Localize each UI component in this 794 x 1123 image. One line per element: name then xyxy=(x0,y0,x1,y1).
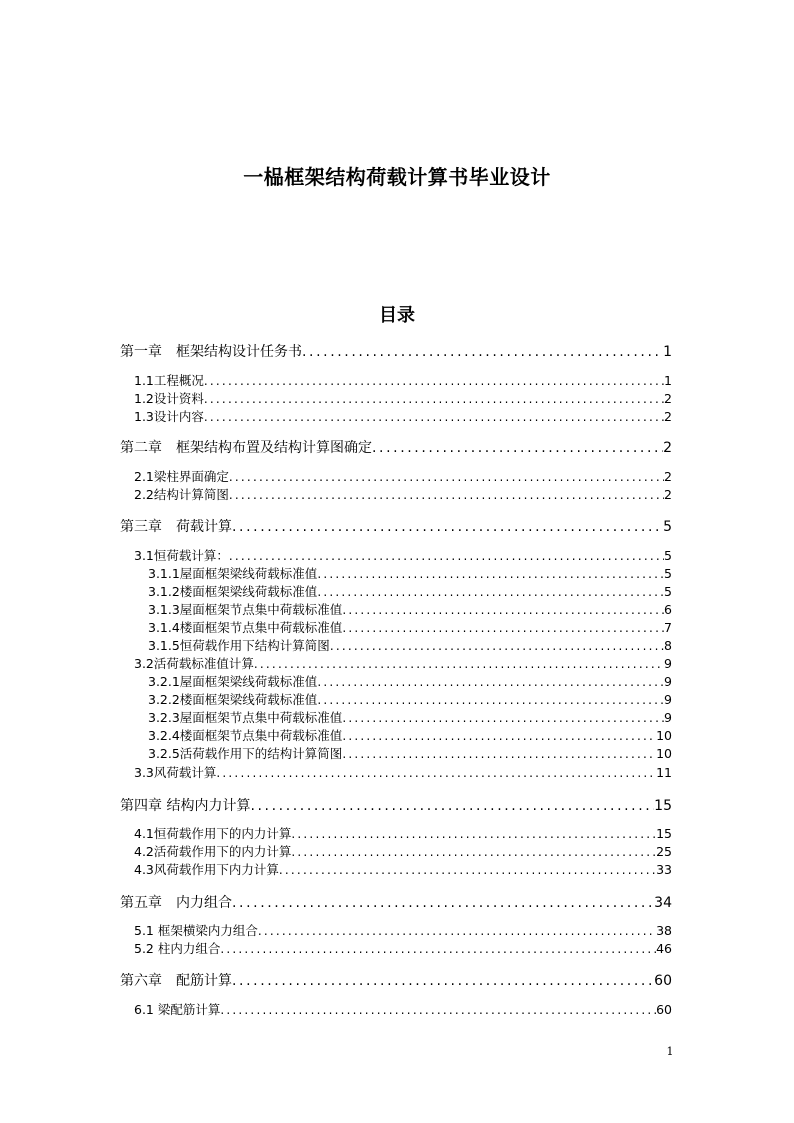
document-title: 一榀框架结构荷载计算书毕业设计 xyxy=(243,165,551,189)
toc-entry-chapter-4[interactable] xyxy=(120,795,672,815)
toc-entry-section-1-2[interactable] xyxy=(120,389,672,407)
toc-entry-page: 5 xyxy=(664,548,672,563)
toc-entry-label: 第六章 配筋计算 xyxy=(120,973,232,989)
toc-entry-label: 6.1 梁配筋计算 xyxy=(134,1002,221,1017)
toc-entry-page: 2 xyxy=(664,409,672,424)
toc-entry-label: 3.1.4楼面框架节点集中荷载标准值 xyxy=(148,620,343,635)
toc-entry-label: 3.2.3屋面框架节点集中荷载标准值 xyxy=(148,710,343,725)
toc-leader-dots xyxy=(220,942,656,956)
toc-leader-dots xyxy=(372,440,663,456)
toc-entry-page: 2 xyxy=(664,469,672,484)
toc-entry-page: 5 xyxy=(664,584,672,599)
toc-leader-dots xyxy=(291,845,656,859)
toc-leader-dots xyxy=(342,711,664,725)
toc-leader-dots xyxy=(204,392,664,406)
toc-entry-page: 60 xyxy=(656,1002,672,1017)
toc-leader-dots xyxy=(342,621,664,635)
toc-entry-label: 第一章 框架结构设计任务书 xyxy=(120,344,302,360)
toc-leader-dots xyxy=(342,747,656,761)
toc-entry-label: 3.2.2楼面框架梁线荷载标准值 xyxy=(148,692,318,707)
toc-leader-dots xyxy=(342,603,664,617)
toc-entry-page: 33 xyxy=(656,862,672,877)
toc-entry-section-3-2-5[interactable] xyxy=(120,744,672,762)
toc-entry-chapter-5[interactable] xyxy=(120,892,672,912)
toc-entry-label: 2.2结构计算简图 xyxy=(134,487,229,502)
toc-entry-page: 10 xyxy=(656,746,672,761)
toc-entry-page: 9 xyxy=(664,674,672,689)
toc-entry-section-3-1-3[interactable] xyxy=(120,600,672,618)
toc-entry-page: 1 xyxy=(664,373,672,388)
toc-entry-section-5-1[interactable] xyxy=(120,921,672,939)
toc-entry-section-4-3[interactable] xyxy=(120,860,672,878)
toc-entry-section-3-2-2[interactable] xyxy=(120,690,672,708)
toc-entry-label: 5.2 柱内力组合 xyxy=(134,941,221,956)
toc-leader-dots xyxy=(342,729,656,743)
toc-entry-page: 9 xyxy=(664,710,672,725)
toc-entry-section-3-1-2[interactable] xyxy=(120,582,672,600)
toc-entry-section-3-1[interactable] xyxy=(120,546,672,564)
toc-entry-section-2-2[interactable] xyxy=(120,485,672,503)
toc-leader-dots xyxy=(317,585,664,599)
toc-entry-section-3-2-3[interactable] xyxy=(120,708,672,726)
toc-leader-dots xyxy=(232,895,654,911)
toc-leader-dots xyxy=(317,675,664,689)
toc-entry-label: 3.1.2楼面框架梁线荷载标准值 xyxy=(148,584,318,599)
toc-leader-dots xyxy=(229,488,664,502)
toc-entry-section-5-2[interactable] xyxy=(120,939,672,957)
toc-leader-dots xyxy=(317,567,664,581)
toc-entry-label: 4.3风荷载作用下内力计算 xyxy=(134,862,279,877)
toc-entry-label: 3.2.4楼面框架节点集中荷载标准值 xyxy=(148,728,343,743)
toc-entry-page: 8 xyxy=(664,638,672,653)
toc-entry-page: 10 xyxy=(656,728,672,743)
toc-entry-page: 2 xyxy=(664,487,672,502)
toc-entry-page: 15 xyxy=(654,798,672,814)
toc-entry-section-3-3[interactable] xyxy=(120,763,672,781)
toc-leader-dots xyxy=(250,798,654,814)
toc-entry-section-6-1[interactable] xyxy=(120,1000,672,1018)
toc-entry-label: 3.2活荷载标准值计算 xyxy=(134,656,254,671)
toc-entry-chapter-6[interactable] xyxy=(120,970,672,990)
toc-entry-page: 15 xyxy=(656,826,672,841)
toc-entry-page: 7 xyxy=(664,620,672,635)
toc-leader-dots xyxy=(204,374,664,388)
toc-entry-label: 3.3风荷载计算 xyxy=(134,765,217,780)
toc-leader-dots xyxy=(204,410,664,424)
toc-entry-page: 9 xyxy=(664,656,672,671)
toc-leader-dots xyxy=(330,639,664,653)
toc-entry-label: 第五章 内力组合 xyxy=(120,895,232,911)
toc-entry-chapter-3[interactable] xyxy=(120,516,672,536)
toc-entry-label: 第四章 结构内力计算 xyxy=(120,798,251,814)
toc-entry-label: 5.1 框架横梁内力组合 xyxy=(134,923,258,938)
toc-entry-label: 3.1恒荷载计算： xyxy=(134,548,229,563)
toc-leader-dots xyxy=(229,470,664,484)
toc-entry-section-1-1[interactable] xyxy=(120,371,672,389)
toc-entry-section-3-2-1[interactable] xyxy=(120,672,672,690)
toc-entry-page: 6 xyxy=(664,602,672,617)
toc-entry-section-3-1-4[interactable] xyxy=(120,618,672,636)
toc-entry-label: 3.1.5恒荷载作用下结构计算简图 xyxy=(148,638,330,653)
toc-leader-dots xyxy=(317,693,664,707)
toc-entry-label: 3.1.3屋面框架节点集中荷载标准值 xyxy=(148,602,343,617)
toc-entry-label: 第三章 荷载计算 xyxy=(120,519,232,535)
toc-entry-page: 2 xyxy=(664,391,672,406)
toc-entry-page: 38 xyxy=(656,923,672,938)
toc-entry-section-3-1-1[interactable] xyxy=(120,564,672,582)
toc-entry-page: 46 xyxy=(656,941,672,956)
toc-entry-chapter-2[interactable] xyxy=(120,437,672,457)
toc-entry-chapter-1[interactable] xyxy=(120,341,672,361)
toc-entry-page: 2 xyxy=(663,440,672,456)
toc-entry-section-3-2-4[interactable] xyxy=(120,726,672,744)
toc-leader-dots xyxy=(291,827,656,841)
toc-entry-page: 60 xyxy=(654,973,672,989)
toc-entry-section-3-1-5[interactable] xyxy=(120,636,672,654)
toc-leader-dots xyxy=(258,924,656,938)
toc-entry-label: 3.1.1屋面框架梁线荷载标准值 xyxy=(148,566,318,581)
toc-entry-page: 1 xyxy=(663,344,672,360)
toc-entry-page: 9 xyxy=(664,692,672,707)
toc-entry-section-3-2[interactable] xyxy=(120,654,672,672)
toc-entry-label: 第二章 框架结构布置及结构计算图确定 xyxy=(120,440,372,456)
toc-leader-dots xyxy=(254,657,664,671)
toc-entry-page: 25 xyxy=(656,844,672,859)
toc-leader-dots xyxy=(216,766,656,780)
toc-leader-dots xyxy=(279,863,656,877)
toc-entry-label: 4.2活荷载作用下的内力计算 xyxy=(134,844,292,859)
toc-entry-page: 34 xyxy=(654,895,672,911)
toc-entry-page: 5 xyxy=(664,566,672,581)
toc-entry-label: 4.1恒荷载作用下的内力计算 xyxy=(134,826,292,841)
toc-entry-section-1-3[interactable] xyxy=(120,407,672,425)
toc-entry-section-2-1[interactable] xyxy=(120,467,672,485)
toc-entry-label: 1.2设计资料 xyxy=(134,391,204,406)
toc-entry-label: 3.2.5活荷载作用下的结构计算简图 xyxy=(148,746,343,761)
toc-heading: 目录 xyxy=(379,305,415,326)
toc-entry-page: 5 xyxy=(663,519,672,535)
toc-leader-dots xyxy=(232,519,663,535)
toc-entry-label: 1.1工程概况 xyxy=(134,373,204,388)
toc-leader-dots xyxy=(220,1003,656,1017)
toc-entry-page: 11 xyxy=(656,765,672,780)
page-number: 1 xyxy=(666,1045,674,1058)
toc-entry-label: 3.2.1屋面框架梁线荷载标准值 xyxy=(148,674,318,689)
toc-entry-section-4-2[interactable] xyxy=(120,842,672,860)
toc-entry-section-4-1[interactable] xyxy=(120,824,672,842)
toc-entry-label: 1.3设计内容 xyxy=(134,409,204,424)
toc-leader-dots xyxy=(229,549,664,563)
toc-leader-dots xyxy=(232,973,654,989)
toc-entry-label: 2.1梁柱界面确定 xyxy=(134,469,229,484)
toc-leader-dots xyxy=(302,344,663,360)
